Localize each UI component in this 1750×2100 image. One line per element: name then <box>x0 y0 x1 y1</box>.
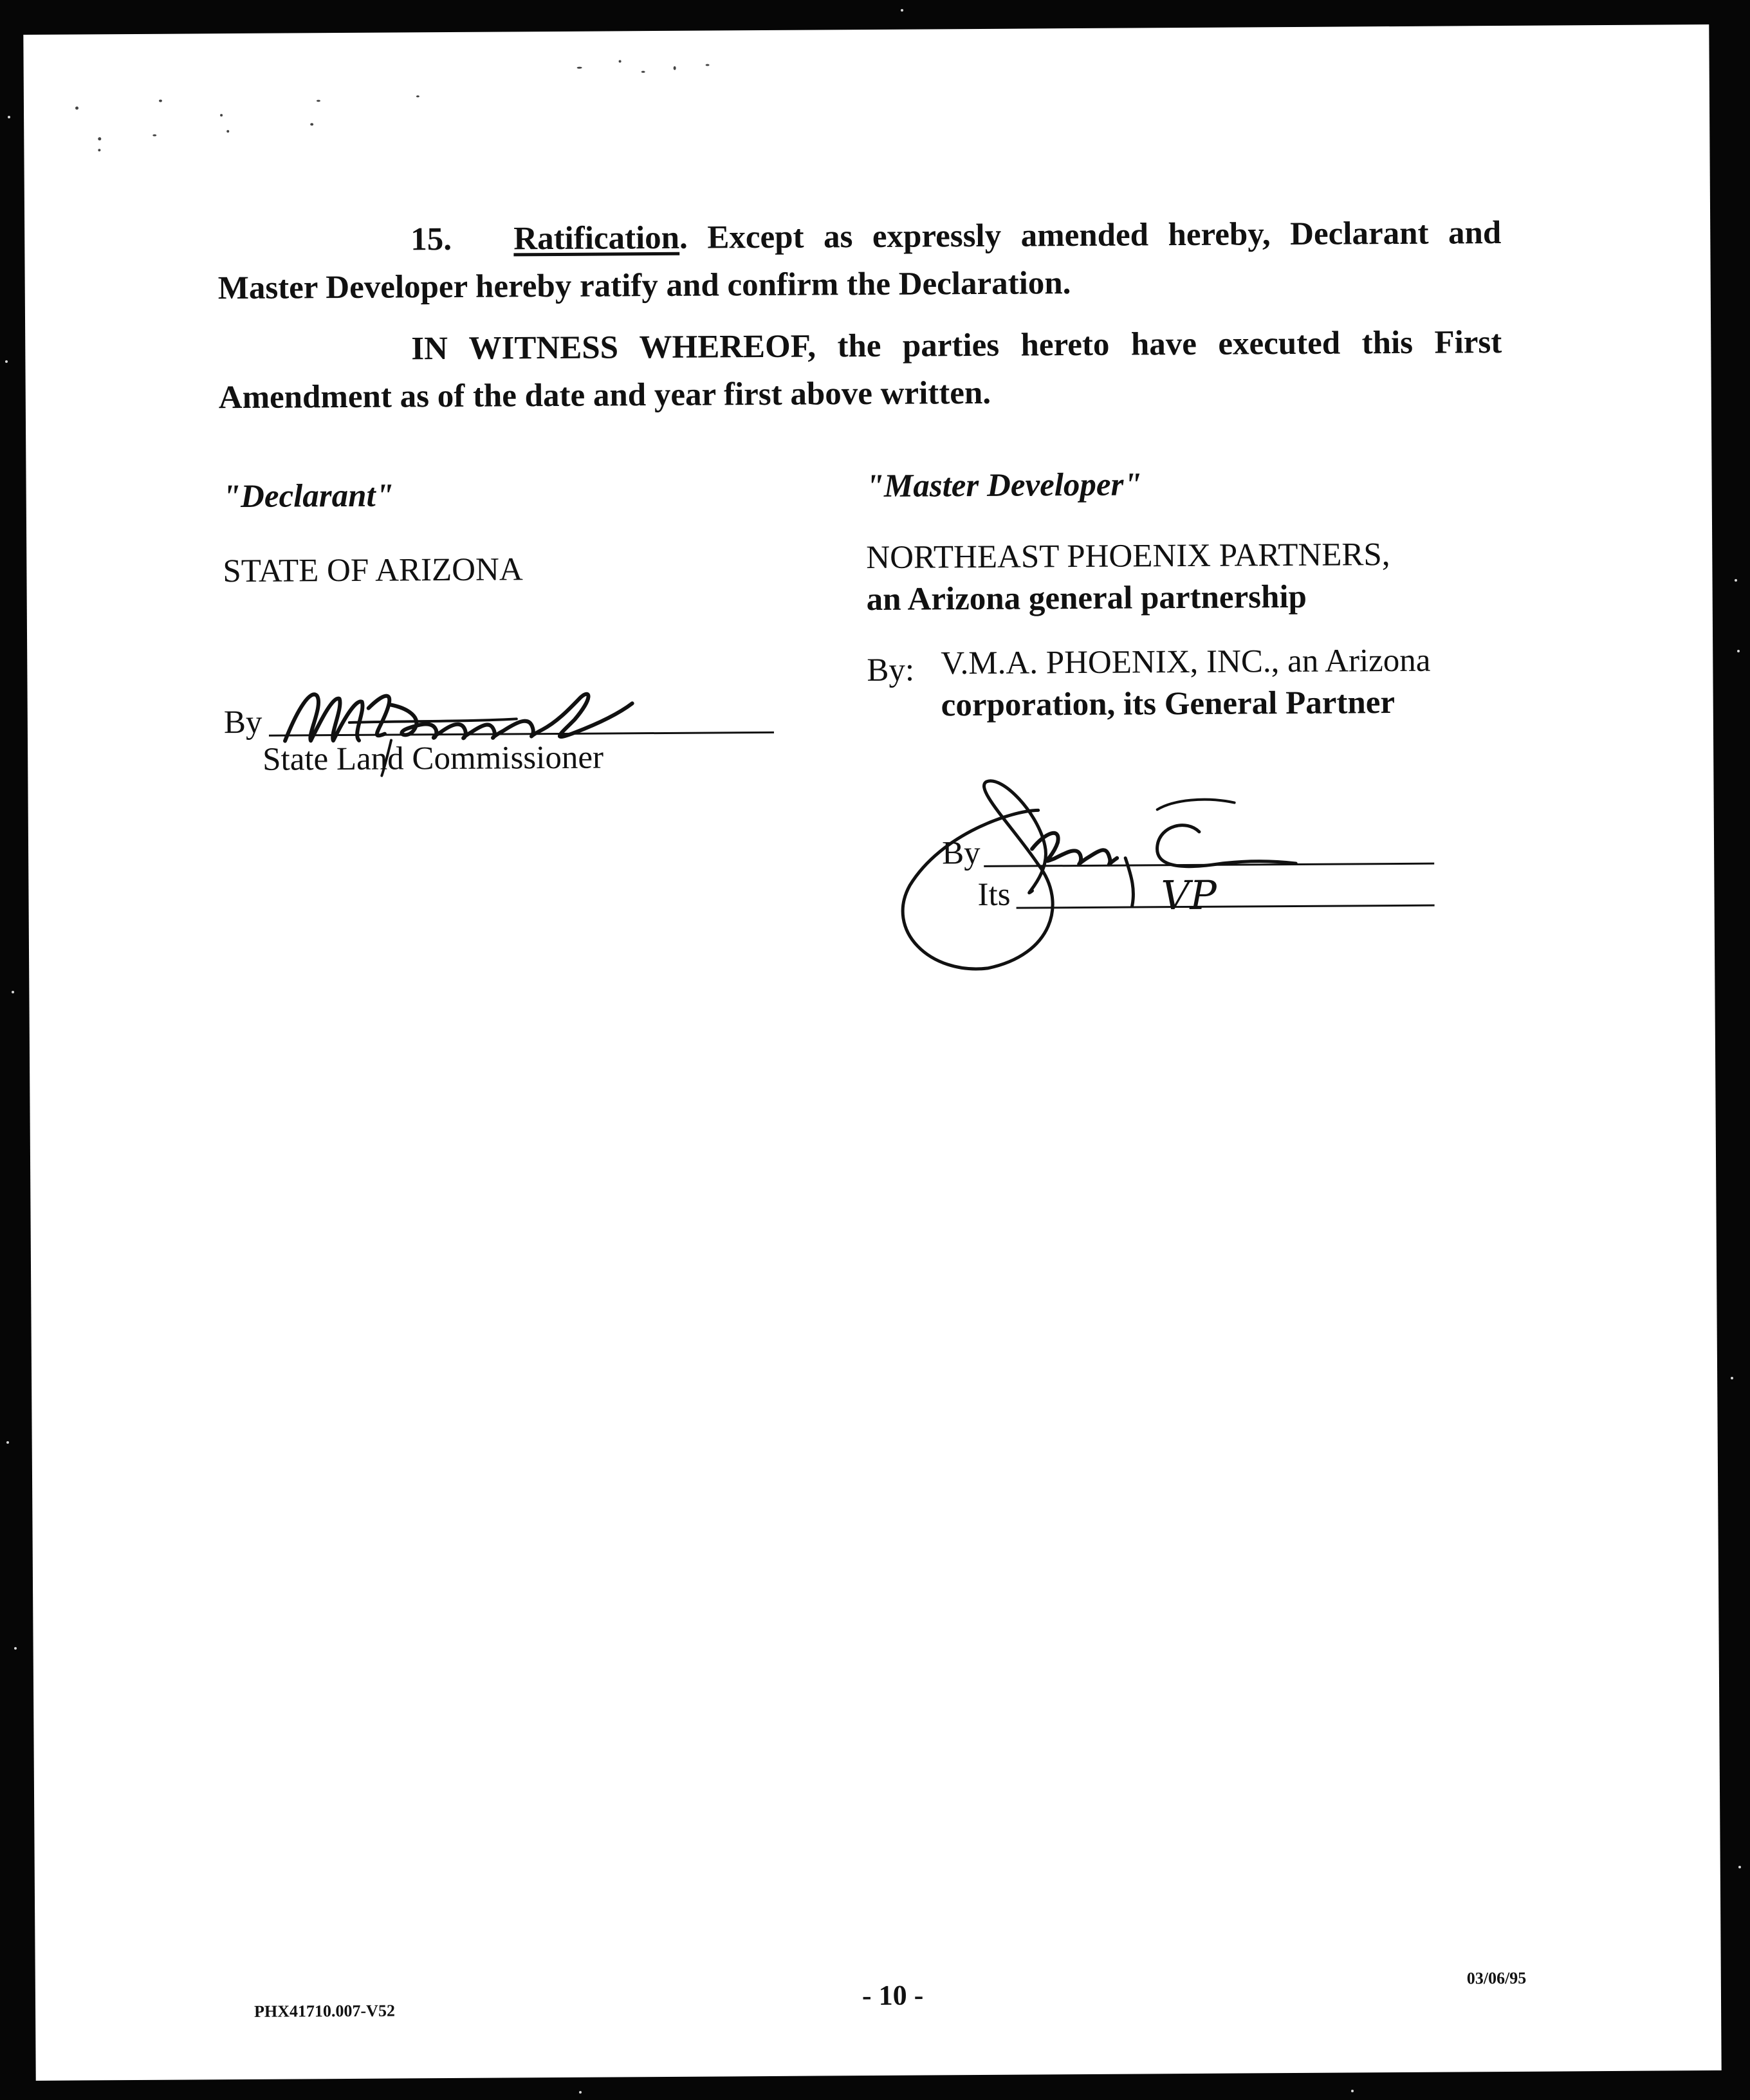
section-text: . Except as expressly amended hereby, Declarant and Master Developer hereby ratify and confirm the Declaration. <box>217 215 1502 307</box>
witness-paragraph <box>218 318 1502 421</box>
scan-dot <box>159 100 162 102</box>
footer-page-number: - 10 - <box>861 1979 924 2012</box>
general-partner-line-2: corporation, its General Partner <box>941 685 1395 724</box>
scan-dot <box>310 123 313 125</box>
scan-speck <box>5 360 8 363</box>
declarant-label: "Declarant" <box>222 477 394 515</box>
master-developer-by-label: By <box>941 834 981 872</box>
section-number: 15. <box>410 221 452 258</box>
scan-dot <box>98 137 101 140</box>
scan-dot <box>317 100 320 102</box>
master-developer-description: an Arizona general partnership <box>866 578 1307 618</box>
master-developer-label: "Master Developer" <box>865 466 1142 505</box>
scan-speck <box>901 9 903 12</box>
section-heading: Ratification <box>513 219 680 257</box>
scan-speck <box>8 116 10 118</box>
section-15-paragraph <box>217 209 1502 312</box>
footer-date: 03/06/95 <box>1466 1968 1527 1988</box>
general-partner-line-1: V.M.A. PHOENIX, INC., an Arizona <box>941 642 1431 682</box>
scan-dot <box>152 134 156 136</box>
declarant-by-label: By <box>223 704 262 741</box>
footer-document-id: PHX41710.007-V52 <box>253 2001 395 2021</box>
scan-dot <box>98 149 100 151</box>
master-developer-by-prefix: By: <box>867 652 915 689</box>
scan-dot <box>674 66 676 70</box>
scan-dot <box>706 64 710 66</box>
scan-speck <box>1737 650 1740 652</box>
scan-dot <box>641 71 645 73</box>
document-page <box>23 24 1721 2081</box>
scan-speck <box>1731 1377 1733 1379</box>
master-developer-its-label: Its <box>977 876 1011 913</box>
witness-text: IN WITNESS WHEREOF, the parties hereto have executed this First Amendment as of the date and year first above written. <box>218 324 1502 416</box>
declarant-signature <box>272 668 671 780</box>
its-handwritten-value: VP <box>1161 871 1217 919</box>
scan-speck <box>6 1441 9 1444</box>
scan-speck <box>1351 2090 1354 2092</box>
declarant-title: State Land Commissioner <box>262 739 604 778</box>
scan-dot <box>226 130 229 133</box>
scan-speck <box>1735 579 1737 582</box>
scan-dot <box>220 114 223 116</box>
scan-dot <box>416 95 419 97</box>
scan-dot <box>619 60 622 62</box>
declarant-name: STATE OF ARIZONA <box>223 551 523 590</box>
scan-dot <box>577 67 582 69</box>
scan-speck <box>1738 1866 1741 1868</box>
scan-speck <box>14 1647 17 1650</box>
master-developer-name: NORTHEAST PHOENIX PARTNERS, <box>866 537 1390 576</box>
scan-speck <box>12 991 14 993</box>
master-developer-signature <box>883 760 1348 981</box>
scan-speck <box>579 2091 582 2094</box>
scan-dot <box>75 107 78 110</box>
